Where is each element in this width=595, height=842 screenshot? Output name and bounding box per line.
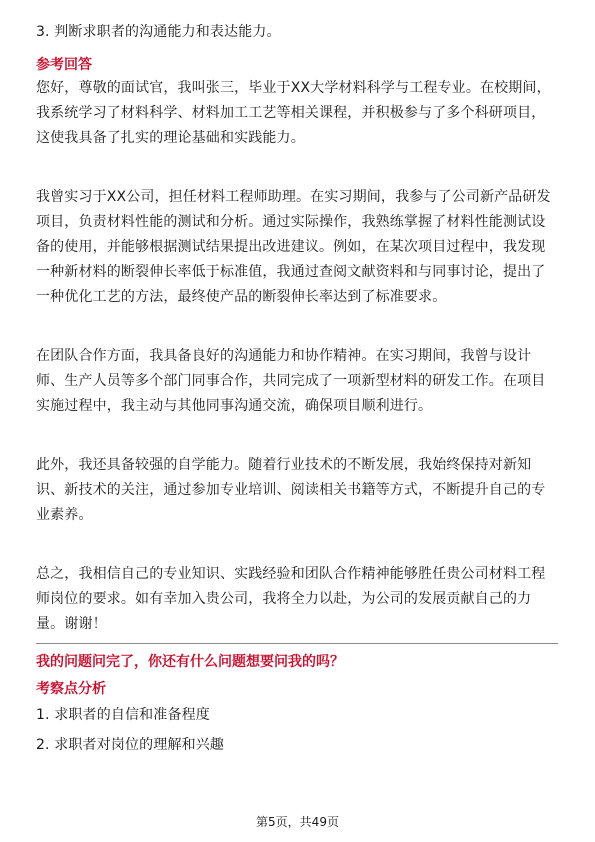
document-page [36,20,558,758]
paragraph-line: 您好，尊敬的面试官，我叫张三，毕业于XX大学材料科学与工程专业。在校期间， [36,80,551,96]
analysis-heading: 考察点分析 [36,681,106,697]
paragraph-line: 备的使用，并能够根据测试结果提出改进建议。例如，在某次项目过程中，我发现 [36,239,546,255]
criteria-item-3: 3. 判断求职者的沟通能力和表达能力。 [36,24,281,40]
answer-paragraph-2 [36,185,558,310]
answer-paragraph-5 [36,562,558,637]
reference-answer-heading: 参考回答 [36,57,92,73]
paragraph-line: 一种优化工艺的方法，最终使产品的断裂伸长率达到了标准要求。 [36,289,447,305]
page-footer: 第5页，共49页 [256,815,339,829]
paragraph-line: 此外，我还具备较强的自学能力。随着行业技术的不断发展，我始终保持对新知 [36,457,532,473]
paragraph-line: 师、生产人员等多个部门同事合作，共同完成了一项新型材料的研发工作。在项目 [36,373,546,389]
answer-paragraph-4 [36,453,558,528]
analysis-item-2: 2. 求职者对岗位的理解和兴趣 [36,737,225,753]
paragraph-line: 实施过程中，我主动与其他同事沟通交流，确保项目顺利进行。 [36,398,433,414]
next-question-heading: 我的问题问完了，你还有什么问题想要问我的吗？ [36,654,344,670]
answer-paragraph-1 [36,76,558,151]
paragraph-line: 一种新材料的断裂伸长率低于标准值，我通过查阅文献资料和与同事讨论，提出了 [36,264,546,280]
paragraph-line: 总之，我相信自己的专业知识、实践经验和团队合作精神能够胜任贵公司材料工程 [36,566,546,582]
paragraph-line: 识、新技术的关注，通过参加专业培训、阅读相关书籍等方式，不断提升自己的专 [36,482,546,498]
answer-paragraph-3 [36,344,558,419]
paragraph-line: 我曾实习于XX公司，担任材料工程师助理。在实习期间，我参与了公司新产品研发 [36,189,551,205]
answer-body [36,76,558,637]
paragraph-line: 师岗位的要求。如有幸加入贵公司，我将全力以赴，为公司的发展贡献自己的力 [36,591,532,607]
analysis-item-1: 1. 求职者的自信和准备程度 [36,707,210,723]
section-divider [36,643,558,644]
paragraph-line: 量。谢谢！ [36,616,107,632]
paragraph-line: 我系统学习了材料科学、材料加工工艺等相关课程，并积极参与了多个科研项目， [36,105,546,121]
paragraph-line: 业素养。 [36,507,93,523]
paragraph-line: 项目，负责材料性能的测试和分析。通过实际操作，我熟练掌握了材料性能测试设 [36,214,546,230]
paragraph-line: 这使我具备了扎实的理论基础和实践能力。 [36,130,305,146]
paragraph-line: 在团队合作方面，我具备良好的沟通能力和协作精神。在实习期间，我曾与设计 [36,348,532,364]
